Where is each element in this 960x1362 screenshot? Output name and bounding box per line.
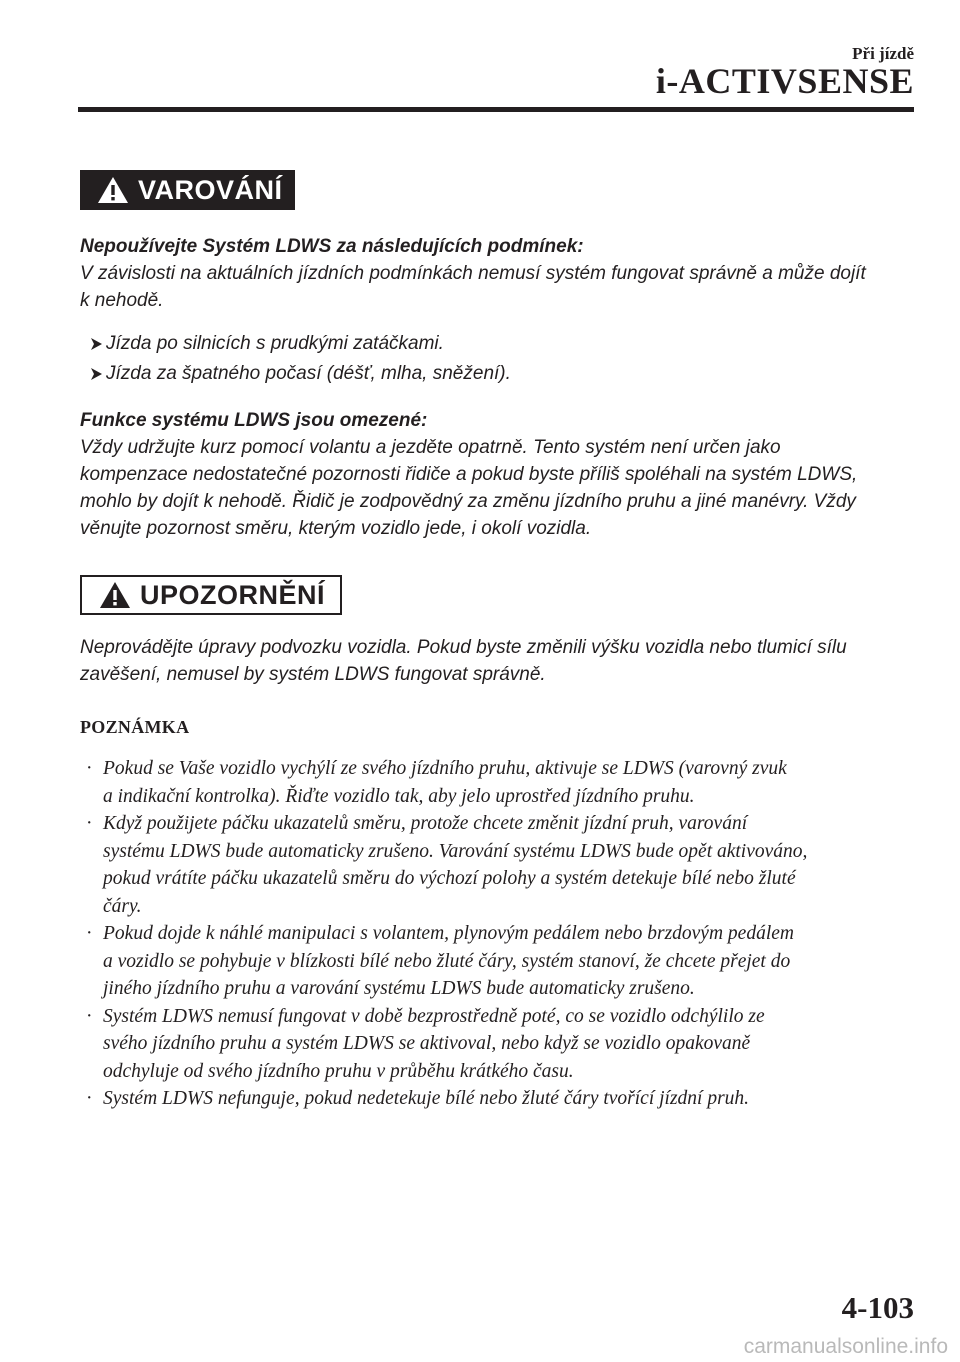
note-list <box>86 755 916 1113</box>
watermark: carmanualsonline.info <box>743 1335 948 1358</box>
warning-block-2 <box>80 407 920 542</box>
note-line: čáry. <box>103 895 142 917</box>
bullet-dot: · <box>86 758 93 779</box>
note-line: systému LDWS bude automaticky zrušeno. Varování systému LDWS bude opět aktivováno, <box>103 840 808 862</box>
bullet-dot: · <box>86 1005 93 1027</box>
warning-banner <box>80 170 295 210</box>
note-line: odchyluje od svého jízdního pruhu v průběhu krátkého času. <box>103 1060 574 1082</box>
list-item <box>88 360 511 387</box>
warning-text-line: mohlo by dojít k nehodě. Řidič je zodpovědný za změnu jízdního pruhu a jiné manévry. Vždy <box>80 491 856 512</box>
warning-title-2: Funkce systému LDWS jsou omezené: <box>80 410 428 431</box>
warning-text-line: kompenzace nedostatečné pozornosti řidiče a pokud byste příliš spoléhali na systém LDWS, <box>80 464 858 485</box>
note-line: Systém LDWS nefunguje, pokud nedetekuje bílé nebo žluté čáry tvořící jízdní pruh. <box>103 1088 750 1109</box>
note-title: POZNÁMKA <box>80 717 190 737</box>
conditions-list <box>88 330 511 387</box>
note-line: Pokud dojde k náhlé manipulaci s volantem, plynovým pedálem nebo brzdovým pedálem <box>103 923 794 944</box>
bullet-dot: · <box>86 1088 93 1109</box>
note-line: a vozidlo se pohybuje v blízkosti bílé nebo žluté čáry, systém stanoví, že chcete přejet do <box>103 950 791 972</box>
warning-label: VAROVÁNÍ <box>138 174 283 205</box>
warning-text-line: k nehodě. <box>80 290 164 311</box>
note-item <box>86 920 916 1003</box>
page-number: 4-103 <box>841 1290 914 1325</box>
caution-text-line: Neprovádějte úpravy podvozku vozidla. Pokud byste změnili výšku vozidla nebo tlumicí sílu <box>80 637 847 658</box>
note-line: Když použijete páčku ukazatelů směru, protože chcete změnit jízdní pruh, varování <box>103 813 748 834</box>
caution-triangle-icon <box>98 580 132 610</box>
note-line: Systém LDWS nemusí fungovat v době bezprostředně poté, co se vozidlo odchýlilo ze <box>103 1005 765 1027</box>
note-line: jiného jízdního pruhu a varování systému LDWS bude automaticky zrušeno. <box>103 978 695 999</box>
section-title: Při jízdě <box>852 44 914 63</box>
arrow-bullet-icon <box>88 360 106 387</box>
caution-banner <box>80 575 342 615</box>
note-line: svého jízdního pruhu a systém LDWS se aktivoval, nebo když se vozidlo opakovaně <box>103 1033 751 1054</box>
bullet-dot: · <box>86 813 93 834</box>
caution-text-line: zavěšení, nemusel by systém LDWS fungovat správně. <box>80 664 546 685</box>
note-line: Pokud se Vaše vozidlo vychýlí ze svého jízdního pruhu, aktivuje se LDWS (varovný zvuk <box>103 758 787 779</box>
bullet-dot: · <box>86 923 93 944</box>
warning-title-1: Nepoužívejte Systém LDWS za následujících podmínek: <box>80 236 584 257</box>
caution-label: UPOZORNĚNÍ <box>140 579 326 610</box>
note-item <box>86 1003 916 1086</box>
arrow-bullet-icon <box>88 330 106 357</box>
warning-text-line: Vždy udržujte kurz pomocí volantu a jezděte opatrně. Tento systém není určen jako <box>80 437 781 458</box>
condition-text: Jízda za špatného počasí (déšť, mlha, sněžení). <box>106 363 511 384</box>
note-line: a indikační kontrolka). Řiďte vozidlo tak, aby jelo uprostřed jízdního pruhu. <box>103 785 695 807</box>
warning-text-line: V závislosti na aktuálních jízdních podmínkách nemusí systém fungovat správně a může dojít <box>80 263 866 284</box>
note-item <box>86 810 916 920</box>
warning-triangle-icon <box>96 175 130 205</box>
header-rule <box>78 107 914 112</box>
note-line: pokud vrátíte páčku ukazatelů směru do výchozí polohy a systém detekuje bílé nebo žluté <box>103 868 796 889</box>
list-item <box>88 330 511 357</box>
chapter-title: i-ACTIVSENSE <box>655 61 914 101</box>
caution-text <box>80 634 920 688</box>
warning-block-1 <box>80 233 920 314</box>
note-item <box>86 1085 916 1113</box>
note-item <box>86 755 916 810</box>
warning-text-line: věnujte pozornost směru, kterým vozidlo jede, i okolí vozidla. <box>80 518 592 539</box>
condition-text: Jízda po silnicích s prudkými zatáčkami. <box>106 333 444 354</box>
